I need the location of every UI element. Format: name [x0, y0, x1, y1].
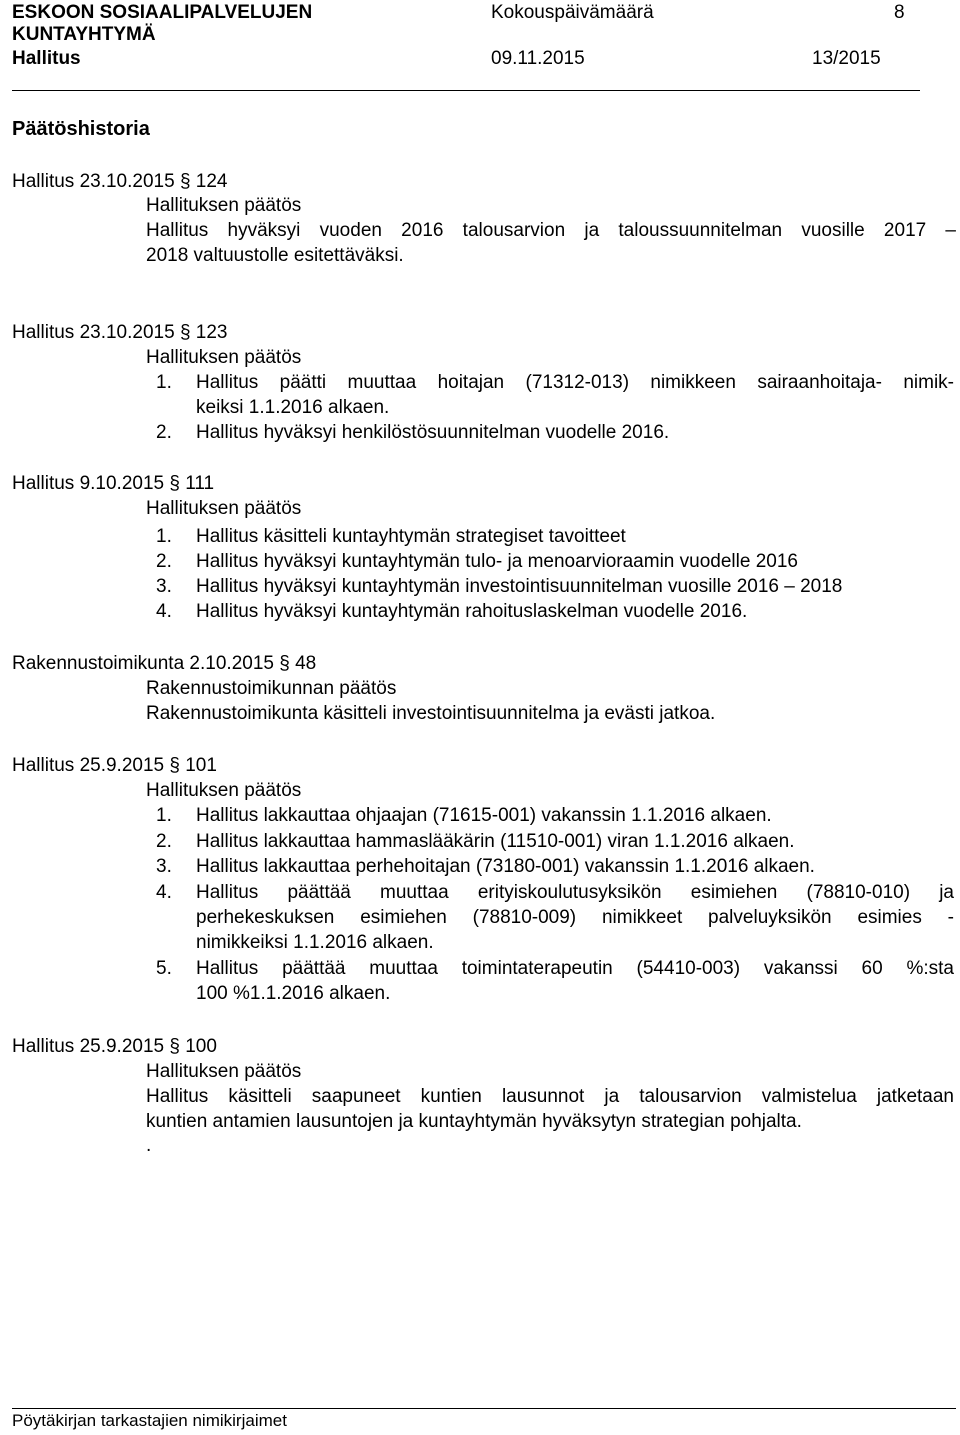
list-item-line: keiksi 1.1.2016 alkaen. [196, 397, 390, 418]
entry-subtitle: Hallituksen päätös [146, 195, 302, 216]
footer-divider [12, 1408, 956, 1409]
list-number: 1. [156, 805, 172, 826]
list-item-line: Hallitus hyväksyi henkilöstösuunnitelman vuodelle 2016. [196, 422, 670, 443]
list-item-line: perhekeskuksen esimiehen (78810-009) nimikkeet palveluyksikön esimies - [196, 907, 954, 928]
list-item-line: Hallitus käsitteli kuntayhtymän strategiset tavoitteet [196, 526, 626, 547]
list-number: 3. [156, 576, 172, 597]
list-number: 1. [156, 526, 172, 547]
entry-text-line: 2018 valtuustolle esitettäväksi. [146, 245, 404, 266]
list-number: 2. [156, 831, 172, 852]
entry-subtitle: Rakennustoimikunnan päätös [146, 678, 397, 699]
body-name: Hallitus [12, 48, 81, 69]
meeting-date-label: Kokouspäivämäärä [491, 2, 654, 23]
list-item-line: Hallitus lakkauttaa hammaslääkärin (11510-001) viran 1.1.2016 alkaen. [196, 831, 795, 852]
list-number: 3. [156, 856, 172, 877]
list-item-line: nimikkeiksi 1.1.2016 alkaen. [196, 932, 434, 953]
page-number: 8 [894, 2, 905, 23]
list-item-line: Hallitus päättää muuttaa erityiskoulutusyksikön esimiehen (78810-010) ja [196, 882, 954, 903]
list-number: 1. [156, 372, 172, 393]
list-item-line: Hallitus päätti muuttaa hoitajan (71312-013) nimikkeen sairaanhoitaja- nimik- [196, 372, 954, 393]
list-item-line: Hallitus päättää muuttaa toimintaterapeutin (54410-003) vakanssi 60 %:sta [196, 958, 954, 979]
entry-title: Hallitus 23.10.2015 § 123 [12, 322, 228, 343]
list-item-line: Hallitus lakkauttaa ohjaajan (71615-001) vakanssin 1.1.2016 alkaen. [196, 805, 772, 826]
list-item-line: 100 %1.1.2016 alkaen. [196, 983, 391, 1004]
header-divider [12, 90, 920, 91]
entry-text-line: Rakennustoimikunta käsitteli investointisuunnitelma ja evästi jatkoa. [146, 703, 716, 724]
entry-subtitle: Hallituksen päätös [146, 347, 302, 368]
meeting-number: 13/2015 [812, 48, 881, 69]
list-item-line: Hallitus hyväksyi kuntayhtymän investointisuunnitelman vuosille 2016 – 2018 [196, 576, 843, 597]
list-number: 2. [156, 551, 172, 572]
entry-title: Hallitus 23.10.2015 § 124 [12, 171, 228, 192]
list-item-line: Hallitus hyväksyi kuntayhtymän rahoituslaskelman vuodelle 2016. [196, 601, 748, 622]
header-row-3 [12, 48, 932, 74]
list-number: 4. [156, 882, 172, 903]
entry-subtitle: Hallituksen päätös [146, 1061, 302, 1082]
entry-text-line: Hallitus hyväksyi vuoden 2016 talousarvion ja taloussuunnitelman vuosille 2017 – [146, 220, 956, 241]
entry-text-line: Hallitus käsitteli saapuneet kuntien lausunnot ja talousarvion valmistelua jatketaan [146, 1086, 954, 1107]
section-title: Päätöshistoria [12, 118, 150, 140]
org-name: ESKOON SOSIAALIPALVELUJEN [12, 2, 313, 23]
header-row-2 [12, 24, 932, 50]
meeting-date: 09.11.2015 [491, 48, 585, 69]
list-number: 2. [156, 422, 172, 443]
entry-subtitle: Hallituksen päätös [146, 780, 302, 801]
entry-title: Rakennustoimikunta 2.10.2015 § 48 [12, 653, 317, 674]
list-number: 4. [156, 601, 172, 622]
entry-text-line: . [146, 1135, 152, 1156]
entry-subtitle: Hallituksen päätös [146, 498, 302, 519]
footer-initials-label: Pöytäkirjan tarkastajien nimikirjaimet [12, 1411, 287, 1430]
org-name-line2: KUNTAYHTYMÄ [12, 24, 156, 45]
entry-text-line: kuntien antamien lausuntojen ja kuntayhtymän hyväksytyn strategian pohjalta. [146, 1111, 802, 1132]
entry-title: Hallitus 25.9.2015 § 101 [12, 755, 217, 776]
list-number: 5. [156, 958, 172, 979]
entry-title: Hallitus 9.10.2015 § 111 [12, 473, 215, 494]
list-item-line: Hallitus lakkauttaa perhehoitajan (73180-001) vakanssin 1.1.2016 alkaen. [196, 856, 815, 877]
list-item-line: Hallitus hyväksyi kuntayhtymän tulo- ja menoarvioraamin vuodelle 2016 [196, 551, 798, 572]
entry-title: Hallitus 25.9.2015 § 100 [12, 1036, 217, 1057]
